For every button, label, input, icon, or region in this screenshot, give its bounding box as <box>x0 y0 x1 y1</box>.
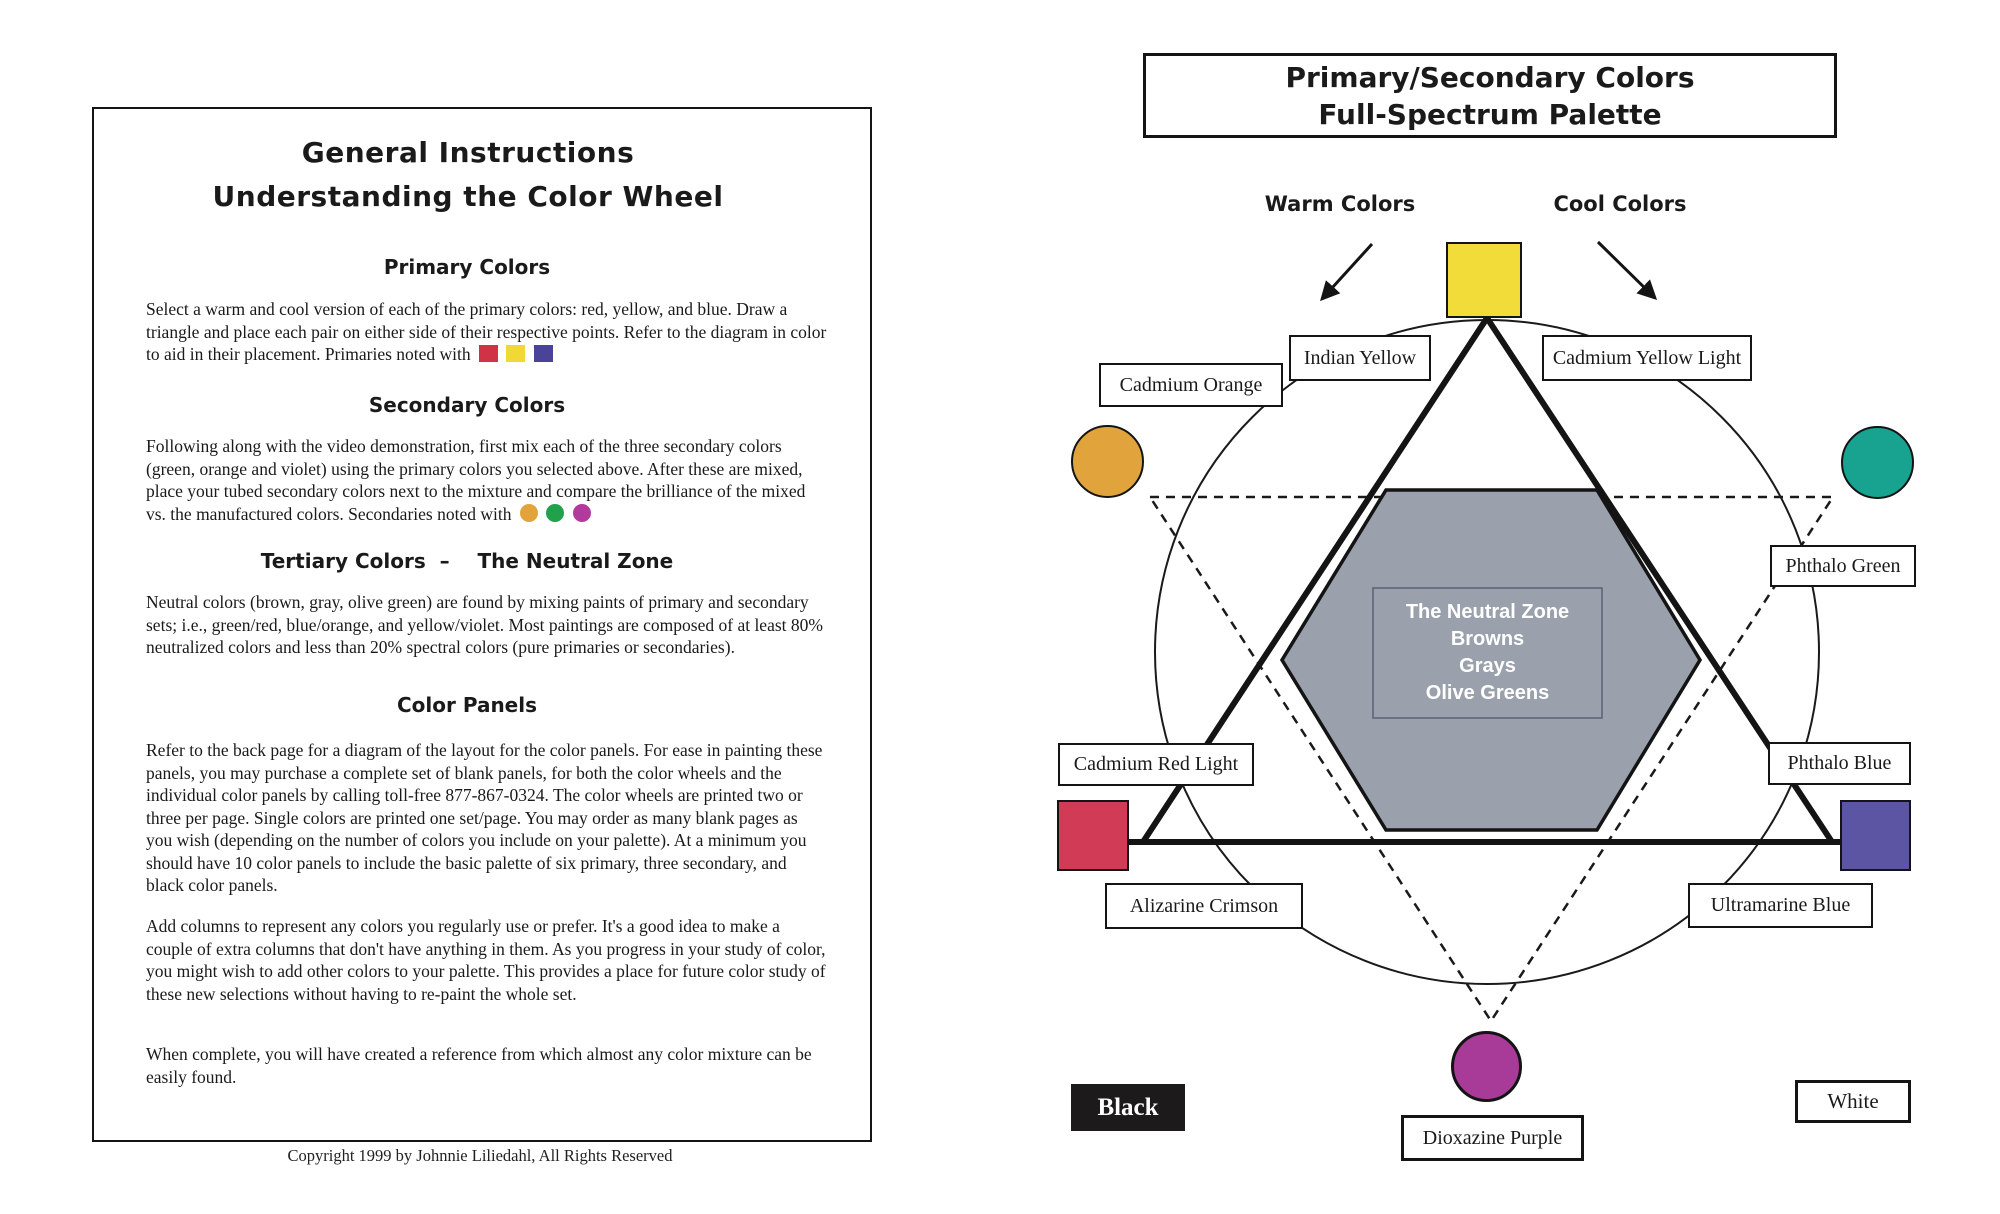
swatch-orange-circle <box>1071 425 1144 498</box>
swatch-red-square <box>1057 800 1129 871</box>
swatch-blue-violet-square <box>1840 800 1911 871</box>
label-cadmium-red-light: Cadmium Red Light <box>1058 743 1254 786</box>
swatch-teal-circle <box>1841 426 1914 499</box>
label-cadmium-yellow-light: Cadmium Yellow Light <box>1542 335 1752 381</box>
neutral-zone-line3: Grays <box>1459 655 1516 677</box>
neutral-zone-line4: Olive Greens <box>1425 682 1550 704</box>
heading-primary-colors: Primary Colors <box>383 255 551 279</box>
label-cadmium-orange: Cadmium Orange <box>1099 363 1283 407</box>
label-alizarine-crimson: Alizarine Crimson <box>1105 883 1303 929</box>
paragraph-color-panels-1: Refer to the back page for a diagram of the layout for the color panels. For ease in painting these panels, you may purchase a complete set of blank panels, for both the color wheels and the individual color panels by calling toll-free 877-867-0324. The color wheels are printed two or three per page. Single colors are printed one set/page. You may order as many blank pages as you wish (depending on the number of colors you include on your palette). At a minimum you should have 10 color panels to include the basic palette of six primary, three secondary, and black color panels. <box>146 740 823 895</box>
label-ultramarine-blue: Ultramarine Blue <box>1688 883 1873 928</box>
cool-arrow <box>1598 242 1655 298</box>
neutral-zone-line1: The Neutral Zone <box>1405 601 1570 623</box>
label-dioxazine-purple: Dioxazine Purple <box>1401 1115 1584 1161</box>
paragraph-primary-text: Select a warm and cool version of each of the primary colors: red, yellow, and blue. Draw a triangle and place each pair on either side of their respective points. Refer to the diagram in color to aid in their placement. Primaries noted with <box>146 299 827 364</box>
paragraph-tertiary-colors: Neutral colors (brown, gray, olive green) are found by mixing paints of primary and secondary sets; i.e., green/red, blue/orange, and yellow/violet. Most paintings are composed of at least 80% neutralized colors and less than 20% spectral colors (pure primaries or secondaries). <box>146 592 823 657</box>
heading-color-panels: Color Panels <box>396 693 538 717</box>
heading-secondary-colors: Secondary Colors <box>368 393 566 417</box>
label-white: White <box>1795 1080 1911 1123</box>
swatch-purple-circle <box>1451 1031 1522 1102</box>
warm-colors-label: Warm Colors <box>1264 192 1416 216</box>
page-title-line2: Understanding the Color Wheel <box>212 180 724 213</box>
diagram-title-line1: Primary/Secondary Colors <box>1285 60 1695 94</box>
cool-colors-label: Cool Colors <box>1553 192 1687 216</box>
paragraph-secondary-text: Following along with the video demonstration, first mix each of the three secondary colors (green, orange and violet) using the primary colors you selected above. After these are mixed, place your tubed secondary colors next to the mixture and compare the brilliance of the mixed vs. the manufactured colors. Secondaries noted with <box>146 436 806 524</box>
warm-arrow <box>1322 244 1372 299</box>
page-title-line1: General Instructions <box>301 136 635 169</box>
paragraph-color-panels-2: Add columns to represent any colors you regularly use or prefer. It's a good idea to make a couple of extra columns that don't have anything in them. As you progress in your study of color, you might wish to add other colors to your palette. This provides a place for future color study of these new selections without having to re-paint the whole set. <box>146 916 826 1004</box>
paragraph-color-panels-3: When complete, you will have created a reference from which almost any color mixture can be easily found. <box>146 1044 812 1087</box>
label-black: Black <box>1071 1084 1185 1131</box>
swatch-yellow-square <box>1446 242 1522 318</box>
label-indian-yellow: Indian Yellow <box>1289 335 1431 381</box>
label-phthalo-blue: Phthalo Blue <box>1768 742 1911 785</box>
label-phthalo-green: Phthalo Green <box>1770 545 1916 587</box>
neutral-zone-text <box>1373 588 1602 718</box>
diagram-title-line2: Full-Spectrum Palette <box>1318 97 1662 131</box>
diagram-title <box>1143 53 1837 138</box>
copyright-line: Copyright 1999 by Johnnie Liliedahl, All Rights Reserved <box>287 1146 673 1165</box>
neutral-zone-line2: Browns <box>1450 628 1525 650</box>
heading-tertiary-colors: Tertiary Colors – The Neutral Zone <box>260 549 674 573</box>
